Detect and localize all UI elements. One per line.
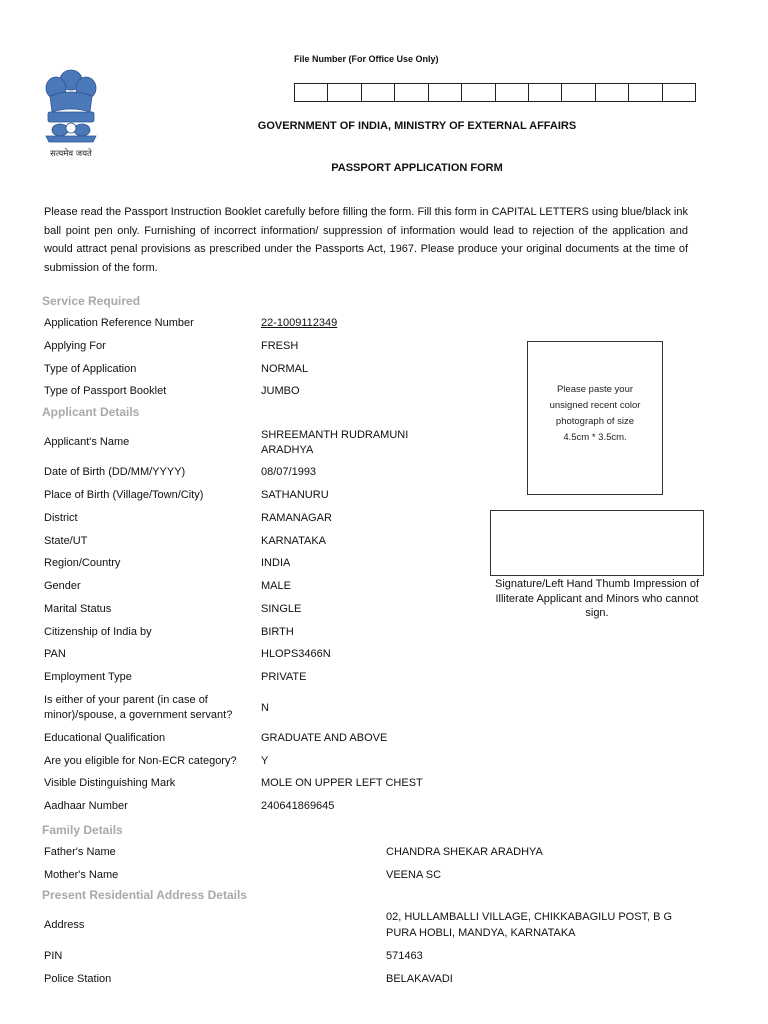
field-value: JUMBO (261, 385, 300, 397)
field-label: District (44, 512, 78, 524)
field-value: Y (261, 755, 269, 767)
file-number-box (362, 84, 395, 101)
photo-placeholder-box (527, 341, 663, 495)
field-label: Region/Country (44, 557, 121, 569)
file-number-box (462, 84, 495, 101)
field-label: Date of Birth (DD/MM/YYYY) (44, 466, 186, 478)
field-value: MOLE ON UPPER LEFT CHEST (261, 777, 423, 789)
field-label: Marital Status (44, 603, 112, 615)
field-label: Applying For (44, 340, 106, 352)
field-label: Type of Application (44, 363, 137, 375)
field-label: State/UT (44, 535, 88, 547)
file-number-box (562, 84, 595, 101)
field-label: Gender (44, 580, 81, 592)
field-value: BELAKAVADI (386, 973, 453, 985)
section-address-details: Present Residential Address Details (42, 888, 247, 902)
national-emblem-logo (38, 66, 104, 162)
file-number-box (663, 84, 695, 101)
file-number-box (328, 84, 361, 101)
field-value: HLOPS3466N (261, 648, 331, 660)
section-service-required: Service Required (42, 294, 141, 308)
field-value: PRIVATE (261, 671, 307, 683)
application-reference-number: 22-1009112349 (261, 317, 338, 329)
field-value: 08/07/1993 (261, 466, 317, 478)
file-number-box (496, 84, 529, 101)
field-label: Police Station (44, 973, 112, 985)
field-label: Address (44, 919, 85, 931)
instructions-paragraph: Please read the Passport Instruction Booklet carefully before filling the form. Fill this form in CAPITAL LETTERS using blue/black ink ball point pen only. Furnishing of incorrect information/ suppression of information would lead to rejection of the application and would attract penal provisions as prescribed under the Passports Act, 1967. Please produce your original documents at the time of submission of the form. (44, 206, 688, 274)
field-label: PAN (44, 648, 66, 660)
field-value: 240641869645 (261, 800, 335, 812)
section-applicant-details: Applicant Details (42, 405, 140, 419)
field-value: INDIA (261, 557, 291, 569)
field-label: Visible Distinguishing Mark (44, 777, 176, 789)
file-number-box (629, 84, 662, 101)
field-label: Type of Passport Booklet (44, 385, 167, 397)
file-number-box (429, 84, 462, 101)
applicant-name-line2: ARADHYA (261, 444, 314, 456)
address-line2: PURA HOBLI, MANDYA, KARNATAKA (386, 927, 576, 939)
field-label: Citizenship of India by (44, 626, 152, 638)
field-value: VEENA SC (386, 869, 442, 881)
field-value: RAMANAGAR (261, 512, 332, 524)
signature-caption: Signature/Left Hand Thumb Impression of Illiterate Applicant and Minors who cannot sign. (494, 578, 700, 619)
field-value: GRADUATE AND ABOVE (261, 732, 388, 744)
field-value: BIRTH (261, 626, 294, 638)
field-label: Are you eligible for Non-ECR category? (44, 755, 237, 767)
field-label: Application Reference Number (44, 317, 194, 329)
photo-instructions: Please paste your unsigned recent color photograph of size 4.5cm * 3.5cm. (549, 384, 641, 443)
applicant-name-line1: SHREEMANTH RUDRAMUNI (261, 429, 409, 441)
field-label-line1: Is either of your parent (in case of (44, 694, 208, 706)
field-value: CHANDRA SHEKAR ARADHYA (386, 846, 543, 858)
field-value: MALE (261, 580, 291, 592)
field-label: Educational Qualification (44, 732, 166, 744)
field-label: Father's Name (44, 846, 116, 858)
file-number-box (529, 84, 562, 101)
field-value: SATHANURU (261, 489, 329, 501)
field-value: SINGLE (261, 603, 302, 615)
section-family-details: Family Details (42, 823, 123, 837)
form-title: PASSPORT APPLICATION FORM (331, 162, 503, 174)
field-label: Place of Birth (Village/Town/City) (44, 489, 204, 501)
file-number-box (395, 84, 428, 101)
field-value: FRESH (261, 340, 299, 352)
file-number-box (596, 84, 629, 101)
field-label: Applicant's Name (44, 436, 130, 448)
field-label: Aadhaar Number (44, 800, 128, 812)
field-label: Mother's Name (44, 869, 119, 881)
field-label: Employment Type (44, 671, 132, 683)
field-value: N (261, 702, 269, 714)
emblem-motto: सत्यमेव जयते (50, 149, 92, 159)
ministry-heading: GOVERNMENT OF INDIA, MINISTRY OF EXTERNAL AFFAIRS (257, 120, 577, 132)
file-number-label: File Number (For Office Use Only) (294, 54, 439, 64)
field-value: NORMAL (261, 363, 309, 375)
file-number-boxes (294, 83, 696, 102)
field-label-line2: minor)/spouse, a government servant? (44, 709, 233, 721)
field-label: PIN (44, 950, 63, 962)
address-line1: 02, HULLAMBALLI VILLAGE, CHIKKABAGILU POST, B G (386, 911, 673, 923)
field-value: 571463 (386, 950, 423, 962)
file-number-box (295, 84, 328, 101)
signature-box (490, 510, 704, 576)
field-value: KARNATAKA (261, 535, 326, 547)
